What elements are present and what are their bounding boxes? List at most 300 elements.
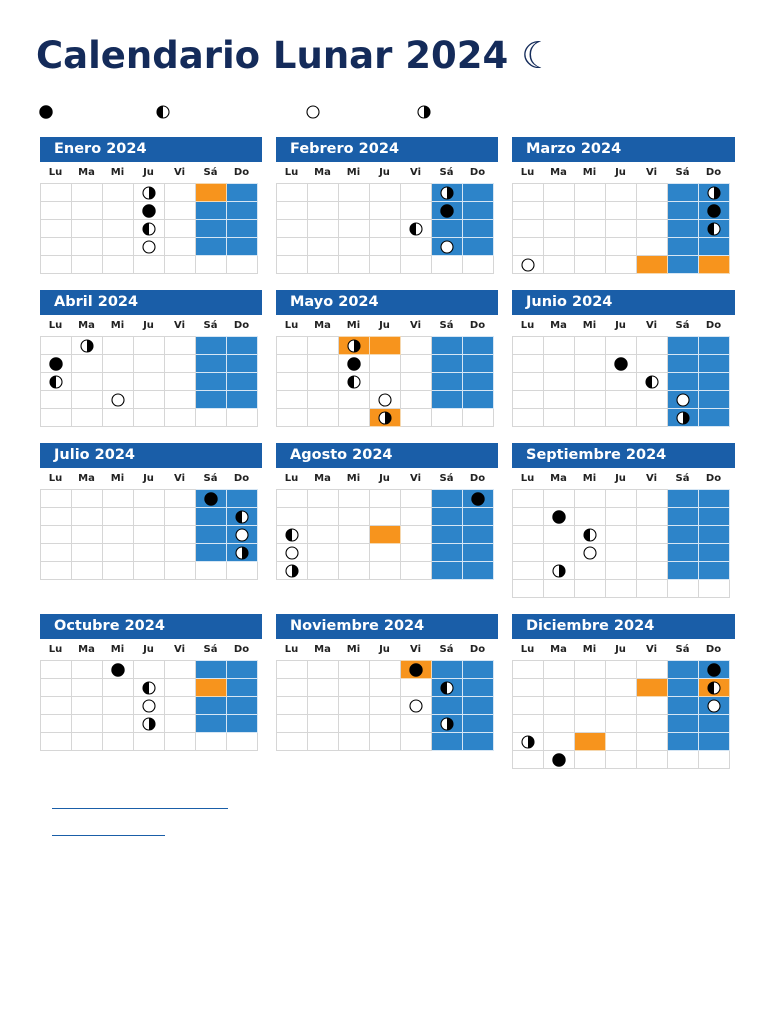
day-cell: [432, 355, 463, 373]
day-cell: [134, 184, 165, 202]
first-moon-icon: [277, 528, 307, 542]
day-cell: [699, 697, 730, 715]
day-cell: [575, 733, 606, 751]
weekday-label: Mi: [346, 644, 361, 655]
weekday-label: Mi: [582, 644, 597, 655]
day-cell: [134, 544, 165, 562]
day-cell: [41, 715, 72, 733]
day-cell: [668, 661, 699, 679]
day-cell: [606, 697, 637, 715]
day-cell: [575, 202, 606, 220]
day-cell: [103, 373, 134, 391]
day-cell: [432, 490, 463, 508]
day-cell: [134, 562, 165, 580]
day-cell: [308, 679, 339, 697]
day-cell: [41, 679, 72, 697]
day-cell: [339, 238, 370, 256]
day-cell: [196, 544, 227, 562]
day-cell: [227, 733, 258, 751]
day-cell: [668, 256, 699, 274]
weekday-label: Mi: [110, 644, 125, 655]
full-moon-icon: [513, 258, 543, 272]
day-cell: [699, 526, 730, 544]
month-grid: [512, 489, 730, 598]
day-cell: [432, 733, 463, 751]
day-cell: [606, 508, 637, 526]
new-moon-icon: [339, 357, 369, 371]
month-title: Mayo 2024: [276, 290, 498, 315]
day-cell: [277, 391, 308, 409]
day-cell: [277, 184, 308, 202]
day-cell: [134, 373, 165, 391]
weekday-label: Ju: [143, 167, 154, 178]
day-cell: [668, 490, 699, 508]
day-cell: [277, 661, 308, 679]
day-cell: [544, 508, 575, 526]
weekday-header: [276, 315, 498, 336]
day-cell: [134, 526, 165, 544]
weekday-label: Ma: [314, 644, 331, 655]
day-cell: [463, 337, 494, 355]
weekday-header: [276, 639, 498, 660]
month-title: Agosto 2024: [276, 443, 498, 468]
last-moon-icon: [339, 339, 369, 353]
weekday-label: Mi: [346, 473, 361, 484]
day-cell: [165, 661, 196, 679]
weekday-label: Lu: [284, 167, 299, 178]
day-cell: [432, 544, 463, 562]
weekday-label: Ma: [550, 167, 567, 178]
weekday-label: Ma: [78, 167, 95, 178]
weekday-label: Do: [233, 473, 250, 484]
day-cell: [668, 751, 699, 769]
month-grid: [40, 489, 258, 580]
day-cell: [103, 715, 134, 733]
weekday-label: Ju: [615, 644, 626, 655]
day-cell: [103, 679, 134, 697]
day-cell: [103, 202, 134, 220]
day-cell: [637, 526, 668, 544]
day-cell: [544, 184, 575, 202]
month-grid: [512, 660, 730, 769]
day-cell: [165, 220, 196, 238]
first-moon-icon: [134, 222, 164, 236]
day-cell: [72, 562, 103, 580]
day-cell: [308, 256, 339, 274]
weekday-label: Lu: [520, 167, 535, 178]
day-cell: [463, 490, 494, 508]
day-cell: [41, 490, 72, 508]
day-cell: [513, 337, 544, 355]
day-cell: [699, 544, 730, 562]
day-cell: [227, 202, 258, 220]
day-cell: [165, 337, 196, 355]
full-moon-icon: [227, 528, 257, 542]
day-cell: [339, 202, 370, 220]
weekday-label: Do: [705, 644, 722, 655]
weekday-label: Ma: [550, 644, 567, 655]
weekday-label: Vi: [410, 167, 421, 178]
day-cell: [308, 355, 339, 373]
first-moon-icon: [575, 528, 605, 542]
day-cell: [339, 373, 370, 391]
day-cell: [41, 220, 72, 238]
day-cell: [544, 409, 575, 427]
full-moon-icon: [699, 699, 729, 713]
day-cell: [134, 490, 165, 508]
day-cell: [606, 409, 637, 427]
day-cell: [339, 679, 370, 697]
weekday-label: Mi: [582, 320, 597, 331]
weekday-label: Vi: [410, 320, 421, 331]
day-cell: [370, 715, 401, 733]
month-11: [276, 614, 498, 751]
day-cell: [370, 337, 401, 355]
day-cell: [370, 256, 401, 274]
day-cell: [606, 679, 637, 697]
day-cell: [637, 220, 668, 238]
weekday-header: [512, 315, 735, 336]
day-cell: [432, 373, 463, 391]
day-cell: [668, 679, 699, 697]
day-cell: [575, 355, 606, 373]
day-cell: [432, 391, 463, 409]
day-cell: [308, 544, 339, 562]
day-cell: [699, 490, 730, 508]
day-cell: [575, 238, 606, 256]
day-cell: [637, 544, 668, 562]
day-cell: [513, 256, 544, 274]
day-cell: [165, 697, 196, 715]
day-cell: [668, 355, 699, 373]
day-cell: [134, 202, 165, 220]
day-cell: [196, 391, 227, 409]
day-cell: [463, 184, 494, 202]
day-cell: [575, 661, 606, 679]
first-moon-icon: [339, 375, 369, 389]
month-title: Enero 2024: [40, 137, 262, 162]
day-cell: [165, 733, 196, 751]
day-cell: [432, 409, 463, 427]
day-cell: [637, 562, 668, 580]
day-cell: [196, 679, 227, 697]
day-cell: [103, 526, 134, 544]
day-cell: [165, 184, 196, 202]
day-cell: [227, 391, 258, 409]
day-cell: [103, 661, 134, 679]
day-cell: [277, 508, 308, 526]
day-cell: [606, 220, 637, 238]
weekday-label: Do: [233, 167, 250, 178]
weekday-label: Sá: [675, 167, 690, 178]
weekday-label: Mi: [110, 167, 125, 178]
day-cell: [575, 490, 606, 508]
weekday-label: Mi: [110, 320, 125, 331]
day-cell: [72, 184, 103, 202]
full-moon-icon: [134, 240, 164, 254]
weekday-label: Mi: [346, 167, 361, 178]
day-cell: [72, 733, 103, 751]
day-cell: [463, 409, 494, 427]
day-cell: [277, 220, 308, 238]
full-moon-icon: [277, 546, 307, 560]
day-cell: [308, 373, 339, 391]
day-cell: [668, 202, 699, 220]
day-cell: [227, 409, 258, 427]
day-cell: [103, 391, 134, 409]
day-cell: [370, 184, 401, 202]
month-grid: [40, 660, 258, 751]
day-cell: [637, 715, 668, 733]
day-cell: [432, 337, 463, 355]
link-underline-2[interactable]: [52, 835, 165, 836]
day-cell: [513, 544, 544, 562]
day-cell: [72, 697, 103, 715]
link-underline-1[interactable]: [52, 808, 228, 809]
month-title: Marzo 2024: [512, 137, 735, 162]
day-cell: [196, 373, 227, 391]
last-moon-icon: [668, 411, 698, 425]
day-cell: [165, 238, 196, 256]
day-cell: [513, 508, 544, 526]
first-moon-icon: [637, 375, 667, 389]
day-cell: [699, 184, 730, 202]
day-cell: [463, 355, 494, 373]
day-cell: [308, 715, 339, 733]
day-cell: [544, 751, 575, 769]
day-cell: [339, 697, 370, 715]
day-cell: [637, 490, 668, 508]
day-cell: [41, 238, 72, 256]
day-cell: [41, 544, 72, 562]
full-moon-icon: [575, 546, 605, 560]
day-cell: [339, 544, 370, 562]
weekday-label: Ju: [379, 167, 390, 178]
day-cell: [165, 508, 196, 526]
weekday-label: Sá: [439, 473, 454, 484]
day-cell: [339, 508, 370, 526]
day-cell: [227, 679, 258, 697]
first-moon-icon: [134, 681, 164, 695]
month-10: [40, 614, 262, 751]
day-cell: [72, 715, 103, 733]
day-cell: [544, 580, 575, 598]
day-cell: [513, 202, 544, 220]
day-cell: [513, 238, 544, 256]
full-moon-icon: [134, 699, 164, 713]
weekday-label: Do: [469, 320, 486, 331]
day-cell: [544, 526, 575, 544]
last-moon-icon: [370, 411, 400, 425]
month-grid: [512, 336, 730, 427]
day-cell: [308, 409, 339, 427]
day-cell: [432, 679, 463, 697]
weekday-header: [276, 468, 498, 489]
day-cell: [339, 661, 370, 679]
day-cell: [575, 526, 606, 544]
day-cell: [668, 508, 699, 526]
day-cell: [606, 391, 637, 409]
weekday-header: [40, 315, 262, 336]
weekday-label: Ma: [550, 320, 567, 331]
day-cell: [401, 256, 432, 274]
day-cell: [72, 490, 103, 508]
weekday-label: Ju: [143, 320, 154, 331]
day-cell: [308, 202, 339, 220]
weekday-label: Ju: [379, 320, 390, 331]
first-moon-icon: [432, 681, 462, 695]
new-moon-icon: [699, 204, 729, 218]
day-cell: [513, 715, 544, 733]
page-title: Calendario Lunar 2024 ☾: [36, 34, 555, 77]
day-cell: [606, 184, 637, 202]
day-cell: [134, 256, 165, 274]
day-cell: [277, 562, 308, 580]
weekday-label: Lu: [48, 167, 63, 178]
month-7: [40, 443, 262, 580]
day-cell: [401, 238, 432, 256]
full-moon-icon: [401, 699, 431, 713]
day-cell: [277, 526, 308, 544]
day-cell: [196, 526, 227, 544]
day-cell: [575, 391, 606, 409]
day-cell: [463, 562, 494, 580]
day-cell: [606, 715, 637, 733]
day-cell: [513, 220, 544, 238]
day-cell: [513, 733, 544, 751]
day-cell: [339, 733, 370, 751]
day-cell: [513, 751, 544, 769]
day-cell: [699, 238, 730, 256]
last-moon-icon: [699, 186, 729, 200]
day-cell: [463, 544, 494, 562]
month-title: Diciembre 2024: [512, 614, 735, 639]
day-cell: [339, 490, 370, 508]
day-cell: [463, 679, 494, 697]
day-cell: [513, 661, 544, 679]
weekday-header: [512, 468, 735, 489]
day-cell: [606, 526, 637, 544]
day-cell: [463, 220, 494, 238]
day-cell: [575, 373, 606, 391]
first-moon-icon: [41, 375, 71, 389]
day-cell: [637, 202, 668, 220]
day-cell: [637, 661, 668, 679]
weekday-header: [512, 639, 735, 660]
day-cell: [575, 508, 606, 526]
day-cell: [134, 409, 165, 427]
day-cell: [134, 238, 165, 256]
weekday-label: Lu: [48, 320, 63, 331]
day-cell: [699, 580, 730, 598]
day-cell: [165, 373, 196, 391]
day-cell: [401, 391, 432, 409]
day-cell: [606, 751, 637, 769]
day-cell: [103, 733, 134, 751]
day-cell: [637, 238, 668, 256]
day-cell: [41, 697, 72, 715]
day-cell: [463, 256, 494, 274]
day-cell: [277, 373, 308, 391]
month-title: Abril 2024: [40, 290, 262, 315]
day-cell: [41, 337, 72, 355]
weekday-label: Do: [705, 167, 722, 178]
day-cell: [513, 697, 544, 715]
day-cell: [575, 256, 606, 274]
day-cell: [637, 373, 668, 391]
weekday-label: Ma: [314, 167, 331, 178]
day-cell: [196, 184, 227, 202]
weekday-header: [276, 162, 498, 183]
day-cell: [637, 409, 668, 427]
weekday-label: Sá: [675, 644, 690, 655]
day-cell: [544, 715, 575, 733]
day-cell: [103, 490, 134, 508]
day-cell: [544, 256, 575, 274]
day-cell: [134, 508, 165, 526]
day-cell: [134, 355, 165, 373]
day-cell: [370, 562, 401, 580]
day-cell: [401, 679, 432, 697]
day-cell: [370, 391, 401, 409]
new-moon-icon: [432, 204, 462, 218]
day-cell: [463, 661, 494, 679]
day-cell: [72, 373, 103, 391]
day-cell: [134, 679, 165, 697]
last-moon-icon: [134, 717, 164, 731]
weekday-label: Mi: [582, 167, 597, 178]
day-cell: [196, 490, 227, 508]
day-cell: [463, 733, 494, 751]
day-cell: [277, 337, 308, 355]
day-cell: [513, 580, 544, 598]
day-cell: [513, 562, 544, 580]
new-moon-icon: [196, 492, 226, 506]
weekday-label: Lu: [48, 644, 63, 655]
day-cell: [41, 391, 72, 409]
day-cell: [308, 220, 339, 238]
day-cell: [544, 490, 575, 508]
day-cell: [432, 238, 463, 256]
day-cell: [544, 391, 575, 409]
new-moon-icon: [41, 357, 71, 371]
day-cell: [196, 733, 227, 751]
day-cell: [165, 391, 196, 409]
day-cell: [370, 355, 401, 373]
day-cell: [513, 373, 544, 391]
day-cell: [165, 409, 196, 427]
day-cell: [277, 355, 308, 373]
weekday-label: Do: [233, 644, 250, 655]
legend-new-moon-icon: [38, 104, 54, 120]
weekday-label: Ma: [78, 644, 95, 655]
day-cell: [668, 337, 699, 355]
day-cell: [575, 337, 606, 355]
day-cell: [637, 751, 668, 769]
day-cell: [72, 661, 103, 679]
day-cell: [513, 391, 544, 409]
month-6: [512, 290, 735, 427]
last-moon-icon: [134, 186, 164, 200]
day-cell: [432, 661, 463, 679]
day-cell: [544, 355, 575, 373]
month-title: Julio 2024: [40, 443, 262, 468]
day-cell: [463, 526, 494, 544]
day-cell: [699, 355, 730, 373]
weekday-label: Vi: [174, 167, 185, 178]
weekday-label: Lu: [284, 320, 299, 331]
day-cell: [41, 355, 72, 373]
